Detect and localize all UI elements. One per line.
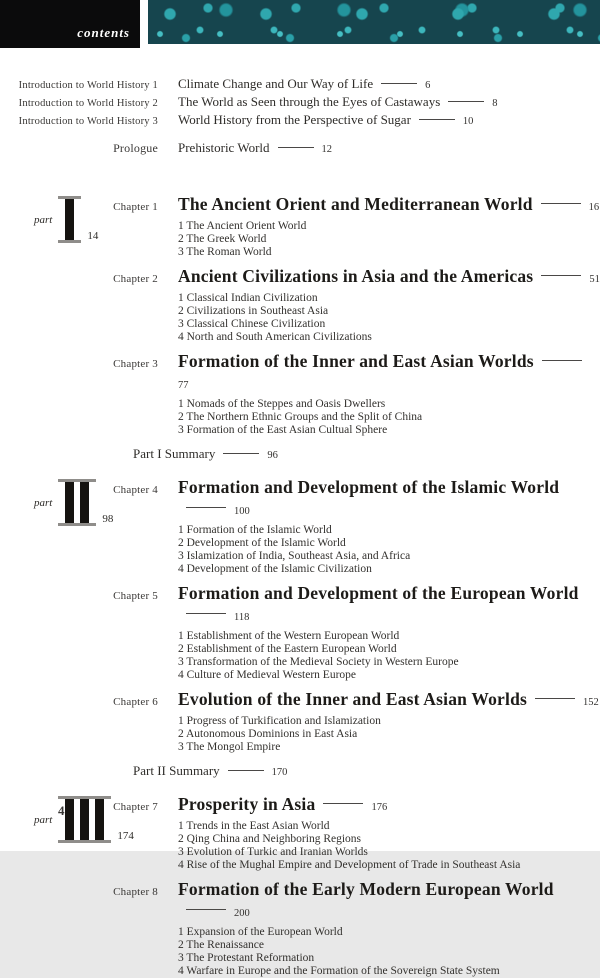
part-marker — [34, 796, 134, 843]
section-item: 4 Rise of the Mughal Empire and Development of Trade in Southeast Asia — [178, 859, 521, 871]
section-item: 3 The Protestant Reformation — [178, 952, 315, 964]
chapter-label: Chapter 6 — [113, 696, 158, 708]
chapter-label: Chapter 2 — [113, 273, 158, 285]
section-item: 3 The Roman World — [178, 246, 272, 258]
section-item: 2 The Greek World — [178, 233, 267, 245]
contents-label: contents — [77, 25, 130, 40]
summary-label: Part I Summary — [133, 446, 216, 461]
page-number: 16 — [588, 202, 600, 213]
page-number: 170 — [271, 767, 288, 778]
section-item: 4 Development of the Islamic Civilization — [178, 563, 372, 575]
floral-pattern-band — [148, 0, 600, 44]
chapter-title: Evolution of the Inner and East Asian Worlds — [178, 689, 528, 709]
page-number: 96 — [267, 450, 278, 461]
page-number: 200 — [234, 908, 250, 919]
page-number: 176 — [371, 802, 388, 813]
part-numeral-II — [58, 479, 96, 526]
page-number: 10 — [462, 116, 474, 127]
prologue-row — [0, 140, 600, 158]
prologue-title: Prehistoric World — [178, 140, 270, 155]
page-number: 152 — [583, 697, 599, 708]
section-item: 1 Formation of the Islamic World — [178, 524, 332, 536]
part-page-number: 98 — [102, 513, 114, 525]
leader-line — [541, 275, 581, 276]
chapter-heading — [0, 583, 600, 628]
prologue-label: Prologue — [113, 141, 158, 155]
part-numeral-I — [58, 196, 81, 243]
leader-line — [535, 698, 575, 699]
chapter-title: Formation of the Early Modern European World — [178, 879, 554, 899]
chapter-title: Formation and Development of the Islamic World — [178, 477, 560, 497]
chapter-title: Ancient Civilizations in Asia and the Americas — [178, 266, 534, 286]
chapter-title: Formation and Development of the European World — [178, 583, 579, 603]
section-item: 4 Culture of Medieval Western Europe — [178, 669, 357, 681]
summary-label: Part II Summary — [133, 763, 220, 778]
chapter-heading — [0, 351, 600, 396]
chapter-title: Prosperity in Asia — [178, 794, 316, 814]
part-marker — [34, 479, 113, 526]
section-item: 2 The Northern Ethnic Groups and the Split of China — [178, 411, 423, 423]
section-item: 2 Civilizations in Southeast Asia — [178, 305, 329, 317]
folio-page-number: 4 — [58, 803, 65, 818]
part-marker — [34, 196, 98, 243]
chapter-2 — [0, 266, 600, 344]
part-word: part — [34, 813, 53, 826]
page-number: 12 — [321, 144, 333, 155]
page-number: 77 — [178, 380, 189, 391]
intro-label: Introduction to World History 1 — [18, 80, 158, 91]
part-page-number: 174 — [117, 830, 134, 842]
section-item: 1 The Ancient Orient World — [178, 220, 307, 232]
header-black-band — [0, 0, 140, 48]
section-item: 3 Transformation of the Medieval Society in Western Europe — [178, 656, 459, 668]
leader-line — [542, 360, 582, 361]
section-item: 3 Formation of the East Asian Cultual Sphere — [178, 424, 388, 436]
section-item: 3 Classical Chinese Civilization — [178, 318, 326, 330]
section-item: 4 Warfare in Europe and the Formation of the Sovereign State System — [178, 965, 500, 977]
section-item: 2 Development of the Islamic World — [178, 537, 346, 549]
leader-line — [223, 453, 259, 454]
chapter-heading — [0, 266, 600, 290]
section-item: 2 The Renaissance — [178, 939, 265, 951]
section-item: 3 Islamization of India, Southeast Asia, and Africa — [178, 550, 411, 562]
section-item: 2 Qing China and Neighboring Regions — [178, 833, 362, 845]
part-block-1 — [0, 194, 600, 462]
intro-title: World History from the Perspective of Sugar — [178, 112, 411, 127]
intro-row — [0, 94, 600, 112]
page-number: 6 — [425, 80, 431, 91]
page-number: 118 — [234, 612, 250, 623]
part-word: part — [34, 213, 53, 226]
chapter-8 — [0, 879, 600, 978]
section-item: 3 The Mongol Empire — [178, 741, 281, 753]
section-item: 3 Evolution of Turkic and Iranian Worlds — [178, 846, 368, 858]
section-item: 1 Nomads of the Steppes and Oasis Dwellers — [178, 398, 386, 410]
part-summary — [133, 446, 600, 462]
chapter-label: Chapter 8 — [113, 886, 158, 898]
part-block-2 — [0, 477, 600, 779]
leader-line — [323, 803, 363, 804]
intro-label: Introduction to World History 3 — [18, 116, 158, 127]
chapter-label: Chapter 7 — [113, 801, 158, 813]
chapter-3 — [0, 351, 600, 437]
page-number: 100 — [234, 506, 250, 517]
intro-row — [0, 112, 600, 130]
leader-line — [186, 909, 226, 910]
intro-title: Climate Change and Our Way of Life — [178, 76, 374, 91]
section-item: 1 Establishment of the Western European World — [178, 630, 400, 642]
section-item: 1 Expansion of the European World — [178, 926, 343, 938]
chapter-heading — [0, 879, 600, 924]
leader-line — [278, 147, 314, 148]
table-of-contents — [0, 76, 600, 978]
section-item: 4 North and South American Civilizations — [178, 331, 372, 343]
part-word: part — [34, 496, 53, 509]
chapter-label: Chapter 4 — [113, 484, 158, 496]
part-block-3 — [0, 794, 600, 978]
section-item: 1 Classical Indian Civilization — [178, 292, 318, 304]
leader-line — [541, 203, 581, 204]
chapter-title: The Ancient Orient and Mediterranean World — [178, 194, 533, 214]
chapter-5 — [0, 583, 600, 682]
chapter-label: Chapter 1 — [113, 201, 158, 213]
chapter-heading — [0, 689, 600, 713]
leader-line — [186, 507, 226, 508]
leader-line — [228, 770, 264, 771]
page-number: 8 — [492, 98, 498, 109]
section-item: 1 Progress of Turkification and Islamization — [178, 715, 381, 727]
intro-label: Introduction to World History 2 — [18, 98, 158, 109]
chapter-label: Chapter 3 — [113, 358, 158, 370]
leader-line — [381, 83, 417, 84]
chapter-title: Formation of the Inner and East Asian Worlds — [178, 351, 534, 371]
leader-line — [419, 119, 455, 120]
section-item: 1 Trends in the East Asian World — [178, 820, 330, 832]
part-page-number: 14 — [87, 230, 99, 242]
section-item: 2 Autonomous Dominions in East Asia — [178, 728, 358, 740]
chapter-6 — [0, 689, 600, 754]
chapter-label: Chapter 5 — [113, 590, 158, 602]
intro-row — [0, 76, 600, 94]
page-number: 51 — [589, 274, 600, 285]
part-numeral-III — [58, 796, 111, 843]
intro-title: The World as Seen through the Eyes of Castaways — [178, 94, 441, 109]
leader-line — [448, 101, 484, 102]
leader-line — [186, 613, 226, 614]
part-summary — [133, 763, 600, 779]
section-item: 2 Establishment of the Eastern European World — [178, 643, 397, 655]
